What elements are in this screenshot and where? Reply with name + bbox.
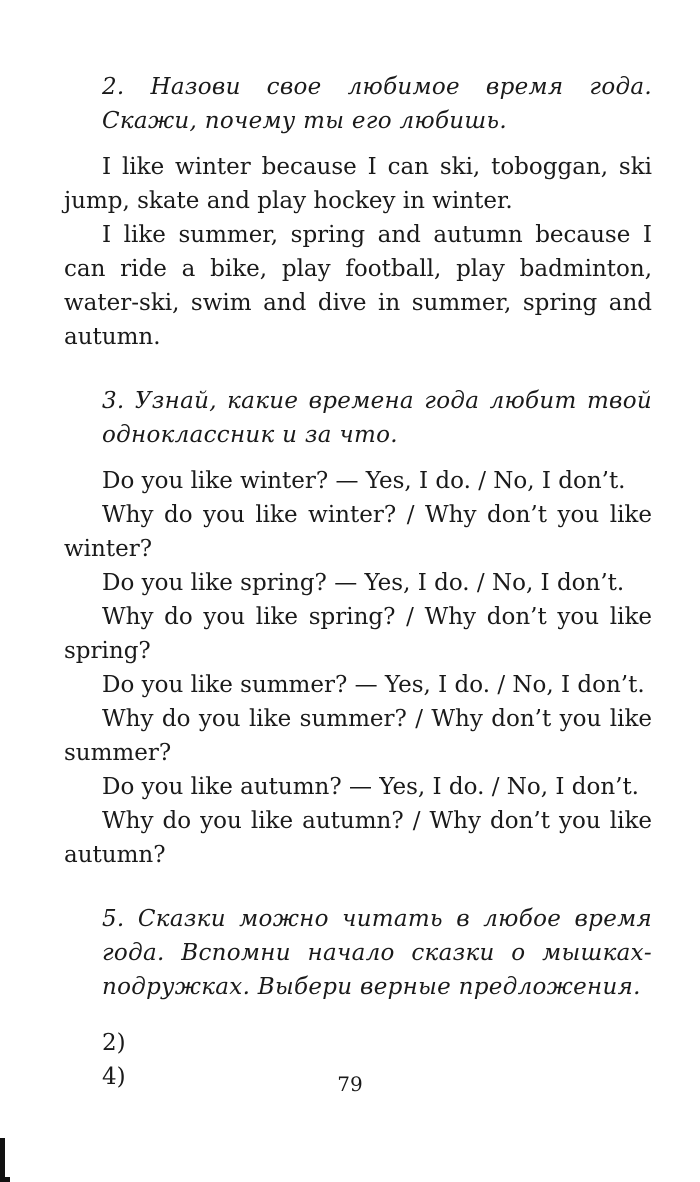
task-2-paragraph-1: I like winter because I can ski, toboggan, ski jump, skate and play hockey in winter. — [64, 154, 652, 214]
task-3-heading: 3. Узнай, какие времена года любит твой одноклассник и за что. — [102, 388, 652, 448]
task-3-line-5: Do you like summer? — Yes, I do. / No, I don’t. — [102, 672, 645, 698]
task-3-line-8: Why do you like autumn? / Why don’t you like autumn? — [64, 808, 652, 868]
task-3-line-4: Why do you like spring? / Why don’t you like spring? — [64, 604, 652, 664]
task-3-line-3: Do you like spring? — Yes, I do. / No, I don’t. — [102, 570, 625, 596]
page-content — [64, 70, 652, 1094]
task-5-answer-2: 4) — [102, 1064, 126, 1090]
task-2-heading: 2. Назови свое любимое время года. Скажи, почему ты его любишь. — [102, 74, 652, 134]
task-3-line-2: Why do you like winter? / Why don’t you like winter? — [64, 502, 652, 562]
crop-mark — [0, 1138, 10, 1182]
page-number: 79 — [337, 1072, 363, 1096]
task-2-paragraph-2: I like summer, spring and autumn because I can ride a bike, play football, play badminton, water-ski, swim and dive in summer, spring and autumn. — [64, 222, 652, 350]
task-5-heading: 5. Сказки можно читать в любое время года. Вспомни начало сказки о мышках-подружках. Выбери верные предложения. — [102, 906, 652, 1000]
task-3-line-7: Do you like autumn? — Yes, I do. / No, I don’t. — [102, 774, 639, 800]
task-5-answer-1: 2) — [102, 1030, 126, 1056]
task-3-line-1: Do you like winter? — Yes, I do. / No, I don’t. — [102, 468, 626, 494]
task-3-line-6: Why do you like summer? / Why don’t you like summer? — [64, 706, 652, 766]
